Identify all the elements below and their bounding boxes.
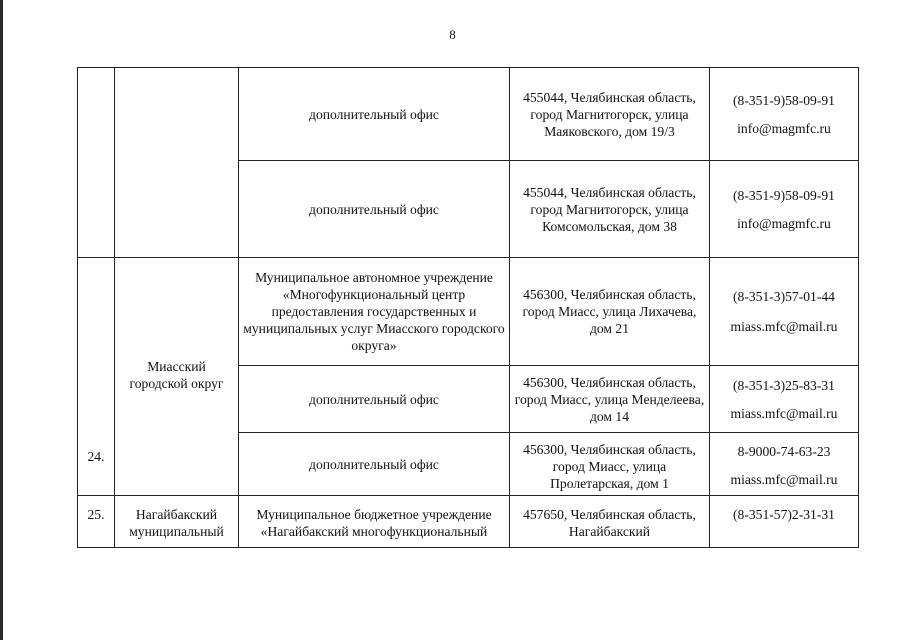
contact-cell xyxy=(710,68,859,161)
email-text: miass.mfc@mail.ru xyxy=(730,472,838,487)
address-cell: 456300, Челябинская область, город Миасс, улица Менделеева, дом 14 xyxy=(510,366,710,433)
phone-text: (8-351-9)58-09-91 xyxy=(733,187,835,203)
address-cell: 456300, Челябинская область, город Миасс, улица Пролетарская, дом 1 xyxy=(510,433,710,496)
phone-text: (8-351-9)58-09-91 xyxy=(733,92,835,108)
office-name-cell: дополнительный офис xyxy=(239,366,510,433)
region-cell xyxy=(115,68,239,258)
phone-text: (8-351-3)25-83-31 xyxy=(733,377,835,393)
email-text: miass.mfc@mail.ru xyxy=(730,405,838,421)
office-name-cell: Муниципальное бюджетное учреждение «Нагайбакский многофункциональный xyxy=(239,496,510,548)
address-cell: 455044, Челябинская область, город Магнитогорск, улица Комсомольская, дом 38 xyxy=(510,161,710,258)
address-cell: 457650, Челябинская область, Нагайбакский xyxy=(510,496,710,548)
address-cell: 455044, Челябинская область, город Магнитогорск, улица Маяковского, дом 19/3 xyxy=(510,68,710,161)
email-text: info@magmfc.ru xyxy=(737,120,831,136)
contact-cell xyxy=(710,366,859,433)
phone-text: (8-351-57)2-31-31 xyxy=(733,507,835,522)
region-cell: Нагайбакский муниципальный xyxy=(115,496,239,548)
table-row xyxy=(78,496,859,548)
contact-cell xyxy=(710,161,859,258)
page-number: 8 xyxy=(449,27,456,42)
row-number-cell: 24. xyxy=(78,258,115,496)
mfc-registry-table xyxy=(77,67,859,548)
region-name: Миасский городской округ xyxy=(129,359,224,391)
phone-text: 8-9000-74-63-23 xyxy=(737,444,831,459)
office-name-cell: Муниципальное автономное учреждение «Многофункциональный центр предоставления государственных и муниципальных услуг Миасского городского округа» xyxy=(239,258,510,366)
contact-cell xyxy=(710,496,859,548)
office-name-cell: дополнительный офис xyxy=(239,433,510,496)
table-row xyxy=(78,68,859,161)
phone-text: (8-351-3)57-01-44 xyxy=(733,289,835,304)
scan-left-edge xyxy=(0,0,3,640)
office-name-cell: дополнительный офис xyxy=(239,161,510,258)
address-cell: 456300, Челябинская область, город Миасс, улица Лихачева, дом 21 xyxy=(510,258,710,366)
contact-cell xyxy=(710,258,859,366)
row-number-cell xyxy=(78,68,115,258)
row-number-cell: 25. xyxy=(78,496,115,548)
email-text: info@magmfc.ru xyxy=(737,215,831,231)
email-text: miass.mfc@mail.ru xyxy=(730,319,838,334)
region-cell xyxy=(115,258,239,496)
contact-cell xyxy=(710,433,859,496)
office-name-cell: дополнительный офис xyxy=(239,68,510,161)
table-row xyxy=(78,258,859,366)
